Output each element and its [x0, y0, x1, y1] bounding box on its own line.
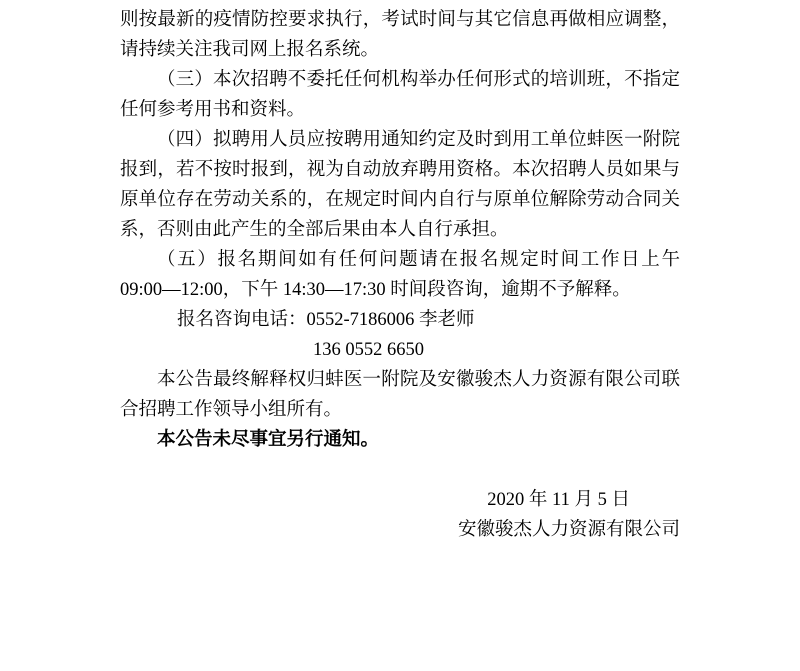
paragraph-item-3: （三）本次招聘不委托任何机构举办任何形式的培训班，不指定任何参考用书和资料。: [120, 70, 680, 120]
paragraph-item-5: （五）报名期间如有任何问题请在报名规定时间工作日上午09:00—12:00，下午 14:30—17:30 时间段咨询，逾期不予解释。: [120, 250, 680, 300]
signature-block: [120, 485, 680, 545]
paragraph-closing-notice: 本公告未尽事宜另行通知。: [157, 430, 380, 450]
contact-phone-line: 报名咨询电话：0552-7186006 李老师: [177, 310, 475, 330]
contact-mobile-number: 136 0552 6650: [313, 340, 424, 360]
signature-date: 2020 年 11 月 5 日: [487, 490, 630, 510]
paragraph-final-interpretation: 本公告最终解释权归蚌医一附院及安徽骏杰人力资源有限公司联合招聘工作领导小组所有。: [120, 370, 680, 420]
paragraph-item-4: （四）拟聘用人员应按聘用通知约定及时到用工单位蚌医一附院报到，若不按时报到，视为自动放弃聘用资格。本次招聘人员如果与原单位存在劳动关系的，在规定时间内自行与原单位解除劳动合同关系，否则由此产生的全部后果由本人自行承担。: [120, 130, 680, 240]
signature-company: 安徽骏杰人力资源有限公司: [457, 520, 680, 540]
paragraph-continuation: 则按最新的疫情防控要求执行，考试时间与其它信息再做相应调整，请持续关注我司网上报名系统。: [120, 10, 680, 60]
